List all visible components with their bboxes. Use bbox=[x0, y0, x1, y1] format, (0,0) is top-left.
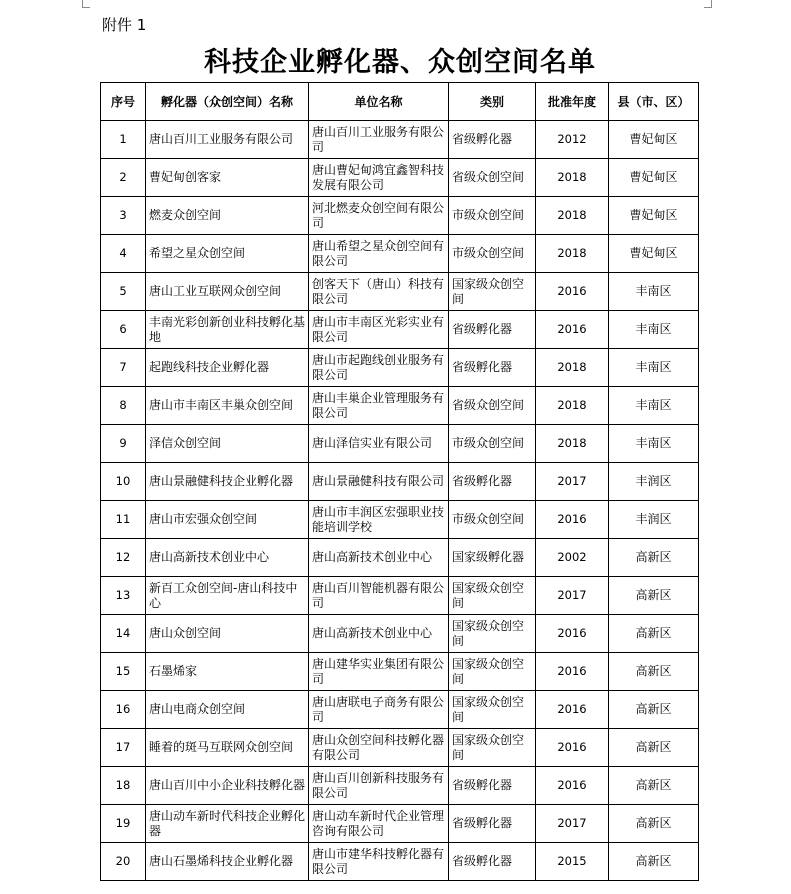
cell-category: 省级孵化器 bbox=[449, 805, 536, 843]
table-row bbox=[101, 463, 699, 501]
cell-approval-year: 2018 bbox=[536, 235, 609, 273]
cell-approval-year: 2018 bbox=[536, 349, 609, 387]
cell-incubator-name: 起跑线科技企业孵化器 bbox=[146, 349, 309, 387]
header-category: 类别 bbox=[449, 83, 536, 121]
cell-serial-number: 11 bbox=[101, 501, 146, 539]
cell-category: 省级孵化器 bbox=[449, 311, 536, 349]
cell-serial-number: 5 bbox=[101, 273, 146, 311]
cell-incubator-name: 丰南光彩创新创业科技孵化基地 bbox=[146, 311, 309, 349]
cell-serial-number: 1 bbox=[101, 121, 146, 159]
cell-incubator-name: 唐山市宏强众创空间 bbox=[146, 501, 309, 539]
cell-serial-number: 19 bbox=[101, 805, 146, 843]
table-row bbox=[101, 539, 699, 577]
document-title: 科技企业孵化器、众创空间名单 bbox=[204, 47, 596, 78]
cell-incubator-name: 曹妃甸创客家 bbox=[146, 159, 309, 197]
cell-unit-name: 唐山市丰润区宏强职业技能培训学校 bbox=[309, 501, 449, 539]
cell-unit-name: 唐山市建华科技孵化器有限公司 bbox=[309, 843, 449, 881]
table-row bbox=[101, 501, 699, 539]
cell-serial-number: 10 bbox=[101, 463, 146, 501]
cell-serial-number: 4 bbox=[101, 235, 146, 273]
cell-category: 市级众创空间 bbox=[449, 197, 536, 235]
cell-incubator-name: 睡着的斑马互联网众创空间 bbox=[146, 729, 309, 767]
table-row bbox=[101, 349, 699, 387]
attachment-label: 附件 1 bbox=[102, 16, 147, 34]
cell-county: 高新区 bbox=[609, 767, 699, 805]
cell-incubator-name: 唐山百川中小企业科技孵化器 bbox=[146, 767, 309, 805]
cell-approval-year: 2016 bbox=[536, 273, 609, 311]
table-row bbox=[101, 159, 699, 197]
cell-unit-name: 唐山希望之星众创空间有限公司 bbox=[309, 235, 449, 273]
table-header-row bbox=[101, 83, 699, 121]
cell-county: 高新区 bbox=[609, 691, 699, 729]
table-row bbox=[101, 843, 699, 881]
cell-incubator-name: 唐山众创空间 bbox=[146, 615, 309, 653]
cell-incubator-name: 唐山电商众创空间 bbox=[146, 691, 309, 729]
header-serial-number: 序号 bbox=[101, 83, 146, 121]
cell-incubator-name: 唐山高新技术创业中心 bbox=[146, 539, 309, 577]
cell-category: 省级孵化器 bbox=[449, 349, 536, 387]
cell-unit-name: 唐山唐联电子商务有限公司 bbox=[309, 691, 449, 729]
cell-serial-number: 14 bbox=[101, 615, 146, 653]
cell-approval-year: 2016 bbox=[536, 311, 609, 349]
cell-category: 国家级众创空间 bbox=[449, 615, 536, 653]
cell-unit-name: 唐山动车新时代企业管理咨询有限公司 bbox=[309, 805, 449, 843]
cell-approval-year: 2017 bbox=[536, 463, 609, 501]
cell-approval-year: 2017 bbox=[536, 805, 609, 843]
cell-unit-name: 唐山建华实业集团有限公司 bbox=[309, 653, 449, 691]
cell-unit-name: 唐山百川创新科技服务有限公司 bbox=[309, 767, 449, 805]
cell-approval-year: 2012 bbox=[536, 121, 609, 159]
cell-serial-number: 2 bbox=[101, 159, 146, 197]
cell-category: 省级众创空间 bbox=[449, 159, 536, 197]
cell-incubator-name: 唐山动车新时代科技企业孵化器 bbox=[146, 805, 309, 843]
page-corner-mark bbox=[704, 0, 712, 8]
cell-serial-number: 17 bbox=[101, 729, 146, 767]
header-county: 县（市、区） bbox=[609, 83, 699, 121]
cell-unit-name: 唐山市起跑线创业服务有限公司 bbox=[309, 349, 449, 387]
cell-unit-name: 唐山百川智能机器有限公司 bbox=[309, 577, 449, 615]
header-incubator-name: 孵化器（众创空间）名称 bbox=[146, 83, 309, 121]
cell-approval-year: 2018 bbox=[536, 159, 609, 197]
cell-incubator-name: 希望之星众创空间 bbox=[146, 235, 309, 273]
cell-incubator-name: 石墨烯家 bbox=[146, 653, 309, 691]
cell-incubator-name: 唐山工业互联网众创空间 bbox=[146, 273, 309, 311]
cell-county: 丰润区 bbox=[609, 463, 699, 501]
cell-approval-year: 2002 bbox=[536, 539, 609, 577]
table-row bbox=[101, 387, 699, 425]
cell-county: 丰南区 bbox=[609, 311, 699, 349]
table-row bbox=[101, 235, 699, 273]
cell-category: 国家级众创空间 bbox=[449, 653, 536, 691]
cell-serial-number: 20 bbox=[101, 843, 146, 881]
cell-county: 高新区 bbox=[609, 577, 699, 615]
cell-incubator-name: 唐山百川工业服务有限公司 bbox=[146, 121, 309, 159]
cell-approval-year: 2018 bbox=[536, 425, 609, 463]
cell-category: 省级孵化器 bbox=[449, 463, 536, 501]
cell-category: 省级孵化器 bbox=[449, 767, 536, 805]
cell-county: 丰南区 bbox=[609, 387, 699, 425]
cell-incubator-name: 唐山石墨烯科技企业孵化器 bbox=[146, 843, 309, 881]
table-row bbox=[101, 425, 699, 463]
cell-unit-name: 唐山市丰南区光彩实业有限公司 bbox=[309, 311, 449, 349]
page-corner-mark bbox=[82, 0, 90, 8]
cell-category: 国家级众创空间 bbox=[449, 577, 536, 615]
cell-approval-year: 2017 bbox=[536, 577, 609, 615]
cell-unit-name: 唐山泽信实业有限公司 bbox=[309, 425, 449, 463]
cell-county: 丰润区 bbox=[609, 501, 699, 539]
table-row bbox=[101, 805, 699, 843]
cell-serial-number: 18 bbox=[101, 767, 146, 805]
cell-category: 市级众创空间 bbox=[449, 235, 536, 273]
cell-county: 曹妃甸区 bbox=[609, 197, 699, 235]
cell-category: 国家级众创空间 bbox=[449, 729, 536, 767]
cell-category: 省级孵化器 bbox=[449, 121, 536, 159]
cell-unit-name: 唐山高新技术创业中心 bbox=[309, 615, 449, 653]
cell-county: 曹妃甸区 bbox=[609, 121, 699, 159]
cell-approval-year: 2016 bbox=[536, 615, 609, 653]
table-row bbox=[101, 653, 699, 691]
table-row bbox=[101, 767, 699, 805]
table-row bbox=[101, 577, 699, 615]
cell-county: 高新区 bbox=[609, 729, 699, 767]
cell-unit-name: 唐山曹妃甸鸿宜鑫智科技发展有限公司 bbox=[309, 159, 449, 197]
cell-category: 国家级众创空间 bbox=[449, 273, 536, 311]
cell-category: 省级孵化器 bbox=[449, 843, 536, 881]
header-unit-name: 单位名称 bbox=[309, 83, 449, 121]
cell-county: 曹妃甸区 bbox=[609, 159, 699, 197]
cell-serial-number: 9 bbox=[101, 425, 146, 463]
cell-category: 国家级孵化器 bbox=[449, 539, 536, 577]
cell-county: 高新区 bbox=[609, 843, 699, 881]
cell-county: 高新区 bbox=[609, 615, 699, 653]
cell-unit-name: 唐山百川工业服务有限公司 bbox=[309, 121, 449, 159]
cell-incubator-name: 唐山市丰南区丰巢众创空间 bbox=[146, 387, 309, 425]
cell-serial-number: 15 bbox=[101, 653, 146, 691]
table-row bbox=[101, 311, 699, 349]
table-row bbox=[101, 197, 699, 235]
table-row bbox=[101, 729, 699, 767]
header-approval-year: 批准年度 bbox=[536, 83, 609, 121]
cell-approval-year: 2016 bbox=[536, 653, 609, 691]
cell-serial-number: 3 bbox=[101, 197, 146, 235]
cell-serial-number: 12 bbox=[101, 539, 146, 577]
cell-county: 高新区 bbox=[609, 539, 699, 577]
cell-incubator-name: 新百工众创空间-唐山科技中心 bbox=[146, 577, 309, 615]
table-row bbox=[101, 273, 699, 311]
cell-approval-year: 2016 bbox=[536, 729, 609, 767]
cell-serial-number: 8 bbox=[101, 387, 146, 425]
cell-county: 曹妃甸区 bbox=[609, 235, 699, 273]
cell-approval-year: 2016 bbox=[536, 691, 609, 729]
cell-serial-number: 16 bbox=[101, 691, 146, 729]
cell-serial-number: 7 bbox=[101, 349, 146, 387]
table-row bbox=[101, 615, 699, 653]
cell-incubator-name: 燃麦众创空间 bbox=[146, 197, 309, 235]
cell-category: 市级众创空间 bbox=[449, 425, 536, 463]
cell-approval-year: 2018 bbox=[536, 387, 609, 425]
cell-unit-name: 唐山众创空间科技孵化器有限公司 bbox=[309, 729, 449, 767]
cell-unit-name: 唐山景融健科技有限公司 bbox=[309, 463, 449, 501]
cell-county: 丰南区 bbox=[609, 425, 699, 463]
cell-unit-name: 唐山高新技术创业中心 bbox=[309, 539, 449, 577]
cell-county: 丰南区 bbox=[609, 349, 699, 387]
cell-incubator-name: 唐山景融健科技企业孵化器 bbox=[146, 463, 309, 501]
cell-approval-year: 2015 bbox=[536, 843, 609, 881]
cell-unit-name: 唐山丰巢企业管理服务有限公司 bbox=[309, 387, 449, 425]
cell-approval-year: 2018 bbox=[536, 197, 609, 235]
table-row bbox=[101, 121, 699, 159]
cell-county: 高新区 bbox=[609, 805, 699, 843]
cell-county: 丰南区 bbox=[609, 273, 699, 311]
cell-unit-name: 创客天下（唐山）科技有限公司 bbox=[309, 273, 449, 311]
cell-category: 国家级众创空间 bbox=[449, 691, 536, 729]
cell-incubator-name: 泽信众创空间 bbox=[146, 425, 309, 463]
cell-unit-name: 河北燃麦众创空间有限公司 bbox=[309, 197, 449, 235]
cell-category: 省级众创空间 bbox=[449, 387, 536, 425]
cell-approval-year: 2016 bbox=[536, 767, 609, 805]
incubator-list-table bbox=[100, 82, 699, 881]
cell-serial-number: 6 bbox=[101, 311, 146, 349]
cell-county: 高新区 bbox=[609, 653, 699, 691]
table-row bbox=[101, 691, 699, 729]
cell-serial-number: 13 bbox=[101, 577, 146, 615]
cell-approval-year: 2016 bbox=[536, 501, 609, 539]
cell-category: 市级众创空间 bbox=[449, 501, 536, 539]
table-body bbox=[101, 121, 699, 881]
